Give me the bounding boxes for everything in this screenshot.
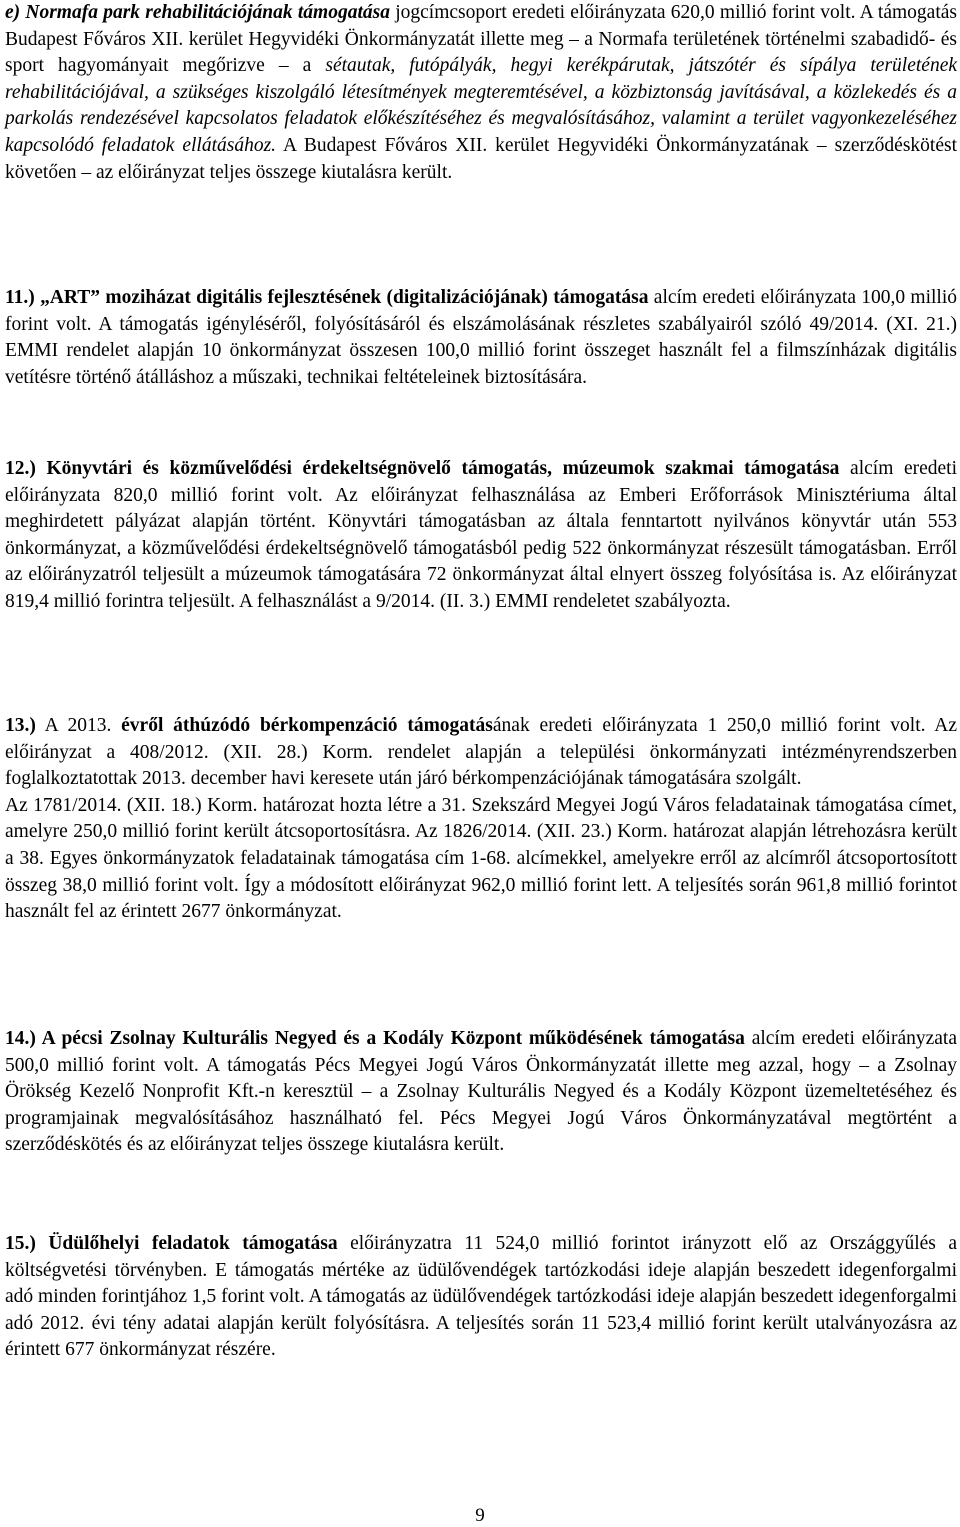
paragraph-heading: 11.) „ART” moziházat digitális fejlesztésének (digitalizációjának) támogatása [5, 287, 649, 308]
paragraph-13-berkompenzacio [5, 713, 957, 926]
paragraph-e-normafa [5, 0, 957, 186]
paragraph-text: előirányzatra 11 524,0 millió forintot irányzott elő az Országgyűlés a költségvetési törvényben. E támogatás mértéke az üdülővendégek tartózkodási ideje alapján beszedett idegenforgalmi adó minden forintjához 1,5 forint volt. A támogatás az üdülővendégek tartózkodási ideje alapján beszedett idegenforgalmi adó 2012. évi tény adatai alapján került folyósításra. A teljesítés során 11 523,4 millió forint került utalványozásra az érintett 677 önkormányzat részére. [5, 1233, 957, 1361]
paragraph-14-zsolnay [5, 1026, 957, 1159]
paragraph-11-art-mozi [5, 285, 957, 391]
page-number: 9 [475, 1505, 485, 1526]
paragraph-heading: 14.) A pécsi Zsolnay Kulturális Negyed és a Kodály Központ működésének támogatása [5, 1028, 745, 1049]
paragraph-13-part-1 [5, 713, 957, 793]
paragraph-heading: e) Normafa park rehabilitációjának támogatása [5, 2, 390, 23]
paragraph-text: A Budapest Főváros XII. kerület Hegyvidéki Önkormányzatának – szerződéskötést követően – az előirányzat teljes összege kiutalásra került. [5, 134, 957, 183]
paragraph-italic-text: sétautak, futópályák, hegyi kerékpárutak, játszótér és sípálya területének rehabilitációjával, a szükséges kiszolgáló létesítmények megteremtésével, a közbiztonság javításával, a közlekedés és a parkolás rendezésével kapcsolatos feladatok előkészítéséhez és megvalósításához, valamint a terület vagyonkezeléséhez kapcsolódó feladatok ellátásához. [5, 55, 957, 156]
paragraph-text: ának eredeti előirányzata 1 250,0 millió forint volt. Az előirányzat a 408/2012. (XII. 28.) Korm. rendelet alapján a települési önkormányzati intézményrendszerben foglalkoztatottak 2013. december havi keresete után járó bérkompenzációjának támogatására szolgált. [5, 715, 957, 790]
paragraph-text: jogcímcsoport eredeti előirányzata 620,0 millió forint volt. A támogatás Budapest Főváros XII. kerület Hegyvidéki Önkormányzatát illette meg – a Normafa területének történelmi szabadidő- és sport hagyományait megőrizve – a [5, 2, 957, 77]
paragraph-12-konyvtari [5, 456, 957, 616]
paragraph-15-udulohelyi [5, 1231, 957, 1364]
paragraph-text: alcím eredeti előirányzata 500,0 millió forint volt. A támogatás Pécs Megyei Jogú Város Önkormányzatát illette meg azzal, hogy – a Zsolnay Örökség Kezelő Nonprofit Kft.-n keresztül – a Zsolnay Kulturális Negyed és a Kodály Központ üzemeltetéséhez és programjainak megvalósításához használható fel. Pécs Megyei Jogú Város Önkormányzatával megtörtént a szerződéskötés és az előirányzat teljes összege kiutalásra került. [5, 1028, 957, 1156]
paragraph-13-part-2: Az 1781/2014. (XII. 18.) Korm. határozat hozta létre a 31. Szekszárd Megyei Jogú Város feladatainak támogatása címet, amelyre 250,0 millió forint került átcsoportosításra. Az 1826/2014. (XII. 23.) Korm. határozat alapján létrehozásra került a 38. Egyes önkormányzatok feladatainak támogatása cím 1-68. alcímekkel, amelyekre erről az alcímről átcsoportosított összeg 38,0 millió forint volt. Így a módosított előirányzat 962,0 millió forint lett. A teljesítés során 961,8 millió forintot használt fel az érintett 2677 önkormányzat. [5, 794, 957, 923]
paragraph-heading: 13.) [5, 715, 36, 736]
paragraph-text: alcím eredeti előirányzata 100,0 millió forint volt. A támogatás igényléséről, folyósításáról és elszámolásának részletes szabályairól szóló 49/2014. (XI. 21.) EMMI rendelet alapján 10 önkormányzat összesen 100,0 millió forint összeget használt fel a filmszínházak digitális vetítésre történő átálláshoz a műszaki, technikai feltételeinek biztosítására. [5, 287, 957, 388]
paragraph-heading-continued: évről áthúzódó bérkompenzáció támogatás [121, 715, 493, 736]
paragraph-text: A 2013. [35, 715, 122, 736]
paragraph-heading: 15.) Üdülőhelyi feladatok támogatása [5, 1233, 338, 1254]
paragraph-heading: 12.) Könyvtári és közművelődési érdekeltségnövelő támogatás, múzeumok szakmai támogatása [5, 458, 840, 479]
paragraph-text: alcím eredeti előirányzata 820,0 millió forint volt. Az előirányzat felhasználása az Emberi Erőforrások Minisztériuma által meghirdetett pályázat alapján történt. Könyvtári támogatásban az általa fenntartott nyilvános könyvtár után 553 önkormányzat, a közművelődési érdekeltségnövelő támogatásból pedig 522 önkormányzat részesült támogatásban. Erről az előirányzatról teljesült a múzeumok támogatására 72 önkormányzat által elnyert összeg folyósítása is. Az előirányzat 819,4 millió forintra teljesült. A felhasználást a 9/2014. (II. 3.) EMMI rendeletet szabályozta. [5, 458, 958, 612]
